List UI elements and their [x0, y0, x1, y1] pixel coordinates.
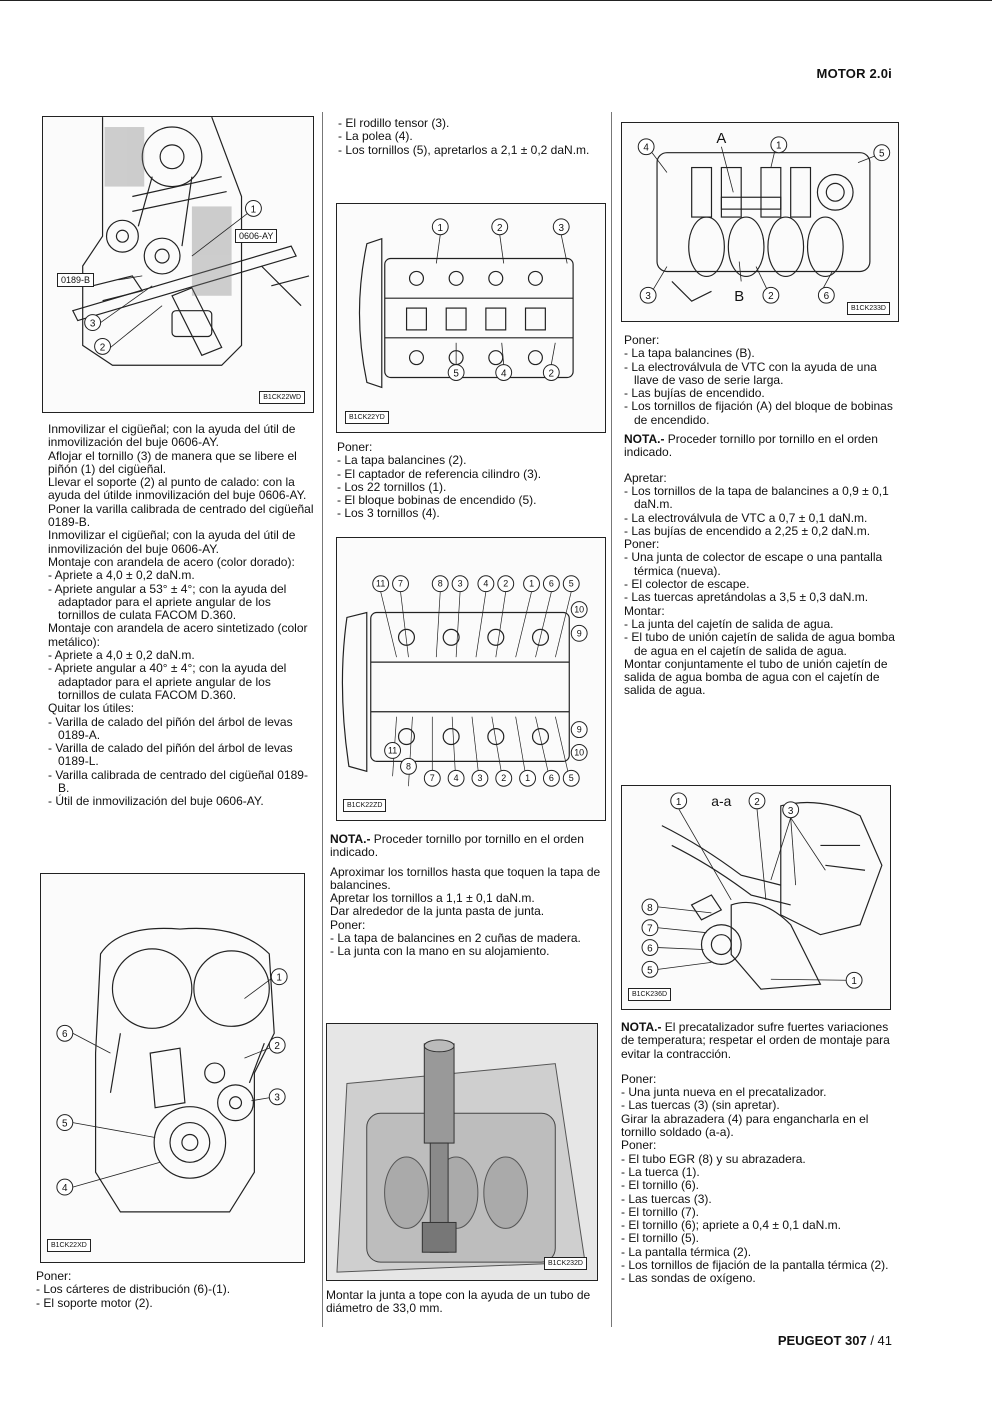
col1-body — [48, 423, 314, 809]
engine-drawing — [622, 123, 898, 321]
list-item: - Los 22 tornillos (1). — [337, 479, 447, 494]
paragraph: Apretar los tornillos a 1,1 ± 0,1 daN.m. — [330, 891, 535, 906]
list-item: - Varilla de calado del piñón del árbol de levas 0189-A. — [48, 714, 293, 742]
marker: 2 — [501, 773, 507, 784]
marker: 10 — [574, 747, 585, 758]
marker: 3 — [457, 578, 463, 589]
marker: 9 — [576, 724, 582, 735]
label-a-a: a-a — [711, 792, 732, 809]
tool-callout-0606-ay: 0606-AY — [235, 229, 277, 243]
marker: 1 — [776, 140, 782, 152]
marker: 3 — [645, 291, 651, 303]
list-item: - Las tuercas apretándolas a 3,5 ± 0,3 daN.m. — [624, 590, 869, 605]
figure-code: B1CK22XD — [47, 1239, 91, 1252]
col1-caption — [36, 1270, 312, 1310]
list-item: - La electroválvula de VTC a 0,7 ± 0,1 daN.m. — [624, 510, 868, 525]
figure-valve-cover — [336, 203, 606, 433]
nota — [330, 833, 606, 860]
list-item: - Varilla de calado del piñón del árbol de levas 0189-L. — [48, 741, 293, 769]
paragraph: Llevar el soporte (2) al punto de calado: con la ayuda del útilde inmovilización del buje 0606-AY. — [48, 475, 307, 503]
marker: 2 — [496, 222, 503, 234]
figure-code: B1CK232D — [544, 1257, 587, 1270]
marker: 2 — [274, 1041, 280, 1053]
paragraph: Inmovilizar el cigüeñal; con la ayuda del útil de inmovilización del buje 0606-AY. — [48, 528, 296, 556]
marker: 7 — [429, 773, 435, 784]
figure-code: B1CK236D — [628, 988, 671, 1001]
marker: 2 — [754, 796, 760, 808]
paragraph: Poner: — [621, 1138, 657, 1153]
marker: 5 — [647, 965, 653, 977]
marker: 6 — [548, 578, 554, 589]
marker: 6 — [548, 773, 554, 784]
marker: 6 — [647, 943, 653, 955]
nota-text: Proceder tornillo por tornillo en el orden indicado. — [330, 832, 584, 860]
engine-drawing — [41, 874, 304, 1262]
marker: 4 — [643, 142, 649, 154]
marker: 2 — [768, 291, 774, 303]
list-item: - El captador de referencia cilindro (3). — [337, 466, 542, 481]
marker: 1 — [529, 578, 535, 589]
list-item: - La junta con la mano en su alojamiento. — [330, 944, 550, 959]
tool-callout-0189-b: 0189-B — [57, 273, 94, 287]
marker: 1 — [851, 976, 857, 988]
marker: 8 — [437, 578, 443, 589]
nota-text: Proceder tornillo por tornillo en el orden indicado. — [624, 432, 878, 460]
paragraph: Poner: — [624, 537, 660, 552]
list-item: - La electroválvula de VTC con la ayuda de una llave de vaso de serie larga. — [624, 359, 877, 387]
figure-timing-covers — [40, 873, 305, 1263]
figure-code: B1CK22YD — [345, 411, 389, 424]
list-item: - Apriete a 4,0 ± 0,2 daN.m. — [48, 648, 195, 663]
list-item: - Apriete angular a 53° ± 4°; con la ayuda del adaptador para el apriete angular de los tornillos de culata FACOM D.360. — [48, 581, 287, 623]
label-a: A — [716, 130, 727, 147]
list-item: - La tapa de balancines en 2 cuñas de madera. — [330, 931, 581, 946]
engine-drawing — [622, 786, 890, 1009]
figure-gasket-fitting — [326, 1023, 598, 1281]
marker: 11 — [387, 745, 398, 756]
figure-coil-block — [621, 122, 899, 322]
nota-text: El precatalizador sufre fuertes variaciones de temperatura; respetar el orden de montaje para evitar la contracción. — [621, 1020, 890, 1061]
list-item: - Apriete a 4,0 ± 0,2 daN.m. — [48, 568, 195, 583]
footer-brand: PEUGEOT 307 — [777, 1333, 867, 1348]
marker: 1 — [437, 222, 444, 234]
engine-photo — [327, 1024, 597, 1280]
list-item: - Los tornillos (5), apretarlos a 2,1 ± 0,2 daN.m. — [338, 142, 590, 157]
footer-page-number: / 41 — [866, 1333, 892, 1348]
list-item: - El bloque bobinas de encendido (5). — [337, 493, 537, 508]
list-item: - Los cárteres de distribución (6)-(1). — [36, 1282, 231, 1297]
paragraph: Montaje con arandela de acero sintetizado (color metálico): — [48, 621, 308, 649]
paragraph: Apretar: — [624, 470, 667, 485]
paragraph: Montar la junta a tope con la ayuda de un tubo de diámetro de 33,0 mm. — [326, 1288, 591, 1316]
figure-exhaust-manifold — [621, 785, 891, 1010]
marker: 2 — [503, 578, 509, 589]
list-item: - Los 3 tornillos (4). — [337, 506, 440, 521]
list-item: - La polea (4). — [338, 129, 413, 144]
list-item: - El tornillo (6). — [621, 1178, 700, 1193]
marker: 9 — [576, 628, 582, 639]
marker: 2 — [548, 368, 555, 380]
marker: 10 — [574, 604, 585, 615]
page-footer — [778, 1333, 892, 1348]
list-item: - Las bujías de encendido a 2,25 ± 0,2 daN.m. — [624, 523, 871, 538]
paragraph: Girar la abrazadera (4) para engancharla en el tornillo soldado (a-a). — [621, 1111, 869, 1140]
col2-caption — [326, 1289, 600, 1316]
list-item: - Los tornillos de fijación de la pantalla térmica (2). — [621, 1258, 889, 1273]
engine-drawing — [337, 538, 605, 820]
figure-tightening-order — [336, 537, 606, 821]
column-rule-right — [611, 112, 612, 1327]
list-item: - El tornillo (5). — [621, 1231, 700, 1246]
paragraph: Montar: — [624, 603, 665, 618]
nota — [621, 1021, 897, 1061]
engine-drawing — [337, 204, 605, 432]
marker: 7 — [647, 923, 653, 935]
list-item: - La pantalla térmica (2). — [621, 1244, 752, 1259]
list-item: - El rodillo tensor (3). — [338, 116, 450, 130]
marker: 4 — [62, 1183, 68, 1195]
figure-code: B1CK233D — [847, 302, 890, 315]
list-item: - El tornillo (6); apriete a 0,4 ± 0,1 daN.m. — [621, 1218, 842, 1233]
nota-label: NOTA.- — [621, 1020, 662, 1034]
marker: 5 — [568, 578, 574, 589]
paragraph: Aproximar los tornillos hasta que toquen la tapa de balancines. — [330, 864, 601, 892]
marker: 8 — [647, 902, 653, 914]
marker: 1 — [276, 972, 282, 984]
list-item: - Los tornillos de fijación (A) del bloque de bobinas de encendido. — [624, 399, 893, 427]
list-item: - Las bujías de encendido. — [624, 386, 765, 401]
paragraph: Dar alrededor de la junta pasta de junta. — [330, 904, 545, 919]
marker: 5 — [62, 1118, 68, 1130]
col2-body-b — [330, 833, 606, 959]
paragraph: Poner la varilla calibrada de centrado del cigüeñal 0189-B. — [48, 501, 314, 530]
marker: 1 — [675, 796, 682, 808]
marker: 2 — [99, 342, 106, 354]
nota-label: NOTA.- — [330, 832, 371, 846]
marker: 11 — [376, 578, 386, 589]
list-item: - El tubo EGR (8) y su abrazadera. — [621, 1151, 806, 1166]
list-item: - Las tuercas (3). — [621, 1191, 712, 1206]
paragraph: Poner: — [624, 333, 660, 347]
nota — [624, 433, 896, 460]
col2-body-a — [337, 441, 609, 521]
list-item: - Varilla calibrada de centrado del cigüeñal 0189-B. — [48, 767, 308, 796]
paragraph: Inmovilizar el cigüeñal; con la ayuda del útil de inmovilización del buje 0606-AY. — [48, 422, 296, 450]
paragraph: Poner: — [337, 440, 373, 454]
engine-drawing — [43, 117, 313, 412]
marker: 1 — [250, 204, 257, 216]
marker: 1 — [525, 773, 531, 784]
figure-code: B1CK22ZD — [343, 799, 386, 812]
marker: 6 — [62, 1029, 68, 1041]
list-item: - La tuerca (1). — [621, 1164, 700, 1179]
figure-code: B1CK22WD — [259, 391, 305, 404]
list-item: - Útil de inmovilización del buje 0606-AY. — [48, 794, 264, 809]
paragraph: Poner: — [330, 917, 366, 932]
list-item: - La tapa balancines (B). — [624, 346, 755, 361]
label-b: B — [734, 289, 745, 306]
top-rule — [0, 0, 992, 1]
running-header: MOTOR 2.0i — [816, 66, 892, 81]
marker: 3 — [477, 773, 483, 784]
column-rule-left — [322, 112, 323, 1327]
list-item: - La tapa balancines (2). — [337, 453, 467, 468]
list-item: - Las sondas de oxígeno. — [621, 1271, 756, 1286]
list-item: - Las tuercas (3) (sin apretar). — [621, 1098, 780, 1113]
marker: 6 — [823, 291, 830, 303]
list-item: - El colector de escape. — [624, 577, 750, 592]
marker: 3 — [274, 1092, 280, 1104]
paragraph: Aflojar el tornillo (3) de manera que se libere el piñón (1) del cigüeñal. — [48, 448, 297, 476]
marker: 3 — [558, 222, 564, 234]
marker: 5 — [568, 773, 574, 784]
list-item: - El soporte motor (2). — [36, 1295, 153, 1310]
marker: 5 — [879, 148, 885, 160]
marker: 4 — [483, 578, 489, 589]
paragraph: Montaje con arandela de acero (color dorado): — [48, 554, 295, 569]
nota-label: NOTA.- — [624, 432, 665, 447]
marker: 4 — [453, 773, 459, 784]
list-item: - Una junta nueva en el precatalizador. — [621, 1085, 827, 1100]
col3-body-b — [621, 1021, 897, 1286]
marker: 5 — [453, 368, 459, 380]
marker: 8 — [405, 761, 411, 772]
list-item: - Apriete angular a 40° ± 4°; con la ayuda del adaptador para el apriete angular de los tornillos de culata FACOM D.360. — [48, 661, 287, 702]
list-item: - Una junta de colector de escape o una pantalla térmica (nueva). — [624, 550, 883, 578]
marker: 3 — [787, 805, 794, 817]
list-item: - La junta del cajetín de salida de agua. — [624, 616, 834, 631]
list-item: - El tubo de unión cajetín de salida de agua bomba de agua en el cajetín de salida de agua. — [624, 630, 895, 658]
list-item: - Los tornillos de la tapa de balancines a 0,9 ± 0,1 daN.m. — [624, 483, 889, 512]
marker: 3 — [89, 318, 96, 330]
col2-intro — [338, 117, 610, 157]
marker: 7 — [398, 578, 404, 589]
paragraph: Poner: — [621, 1071, 657, 1086]
figure-crankshaft-locking — [42, 116, 314, 413]
paragraph: Quitar los útiles: — [48, 701, 135, 716]
col3-body-a — [624, 334, 896, 698]
list-item: - El tornillo (7). — [621, 1204, 700, 1219]
paragraph: Montar conjuntamente el tubo de unión cajetín de salida de agua bomba de agua con el cajetín de salida de agua. — [624, 656, 888, 698]
marker: 4 — [500, 368, 507, 380]
paragraph: Poner: — [36, 1269, 72, 1283]
